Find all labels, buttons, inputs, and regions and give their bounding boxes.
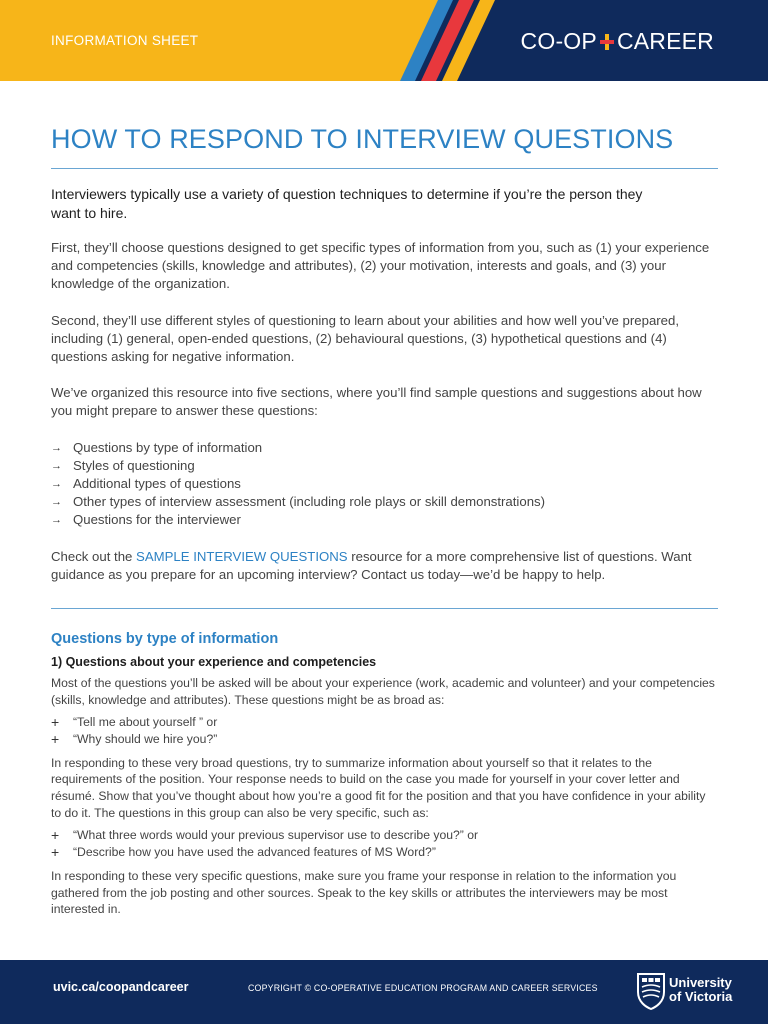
main-content <box>51 122 719 918</box>
paragraph-organized: We’ve organized this resource into five sections, where you’ll find sample questions and suggestions about how you might prepare to answer these questions: <box>51 385 702 419</box>
title-divider <box>51 168 718 169</box>
university-name: University of Victoria <box>669 975 733 1004</box>
list-item: + “What three words would your previous supervisor use to describe you?” or <box>51 826 479 843</box>
lead-paragraph: Interviewers typically use a variety of question techniques to determine if you’re the person they want to hire. <box>51 186 643 221</box>
section-title: Questions by type of information <box>51 631 279 648</box>
paragraph-check-out: Check out the SAMPLE INTERVIEW QUESTIONS resource for a more comprehensive list of questions. Want guidance as you prepare for an upcoming interview? Contact us today—we’d be happy to help. <box>51 548 692 582</box>
list-item: → Styles of questioning <box>51 457 719 475</box>
arrow-icon: → <box>51 514 62 527</box>
specific-questions-list <box>51 827 719 861</box>
list-item: → Questions by type of information <box>51 439 719 457</box>
section-divider <box>51 608 718 609</box>
university-crest-icon <box>636 972 666 1010</box>
specific-response-paragraph: In responding to these very specific questions, make sure you frame your response in relation to the information you gathered from the job posting and other sources. Speak to the key skills or attributes the interviewers may be most interested in. <box>51 868 677 917</box>
page-title: HOW TO RESPOND TO INTERVIEW QUESTIONS <box>51 124 674 154</box>
arrow-icon: → <box>51 496 62 509</box>
list-item: → Other types of interview assessment (including role plays or skill demonstrations) <box>51 493 719 511</box>
list-item: + “Tell me about yourself ” or <box>51 713 218 730</box>
footer-copyright: COPYRIGHT © CO-OPERATIVE EDUCATION PROGRAM AND CAREER SERVICES <box>248 983 598 993</box>
sheet-label: INFORMATION SHEET <box>51 33 199 48</box>
paragraph-first: First, they’ll choose questions designed to get specific types of information from you, such as (1) your experience and competencies (skills, knowledge and attributes), (2) your motivation, interests and goals, and (3) your knowledge of the organization. <box>51 240 710 292</box>
plus-bullet-icon: + <box>51 826 60 843</box>
plus-bullet-icon: + <box>51 730 60 747</box>
section-list <box>51 439 719 530</box>
footer-website-link[interactable]: uvic.ca/coopandcareer <box>53 980 189 994</box>
list-item: → Additional types of questions <box>51 475 719 493</box>
arrow-icon: → <box>51 459 62 472</box>
list-item: + “Describe how you have used the advanced features of MS Word?” <box>51 843 436 860</box>
broad-response-paragraph: In responding to these very broad questions, try to summarize information about yourself so that it relates to the requirements of the position. Your response needs to build on the case you made for yourself in your cover letter and résumé. Show that you’ve thought about how you’re a good fit for the position and that you have confidence in your ability to do it. The questions in this group can also be very specific, such as: <box>51 755 706 821</box>
brand-left-text: CO-OP <box>520 28 597 54</box>
arrow-icon: → <box>51 441 62 454</box>
subsection-title: 1) Questions about your experience and competencies <box>51 655 377 670</box>
list-item: + “Why should we hire you?” <box>51 730 218 747</box>
footer <box>0 960 768 1024</box>
plus-bullet-icon: + <box>51 713 60 730</box>
broad-questions-list <box>51 714 719 748</box>
sample-questions-link[interactable]: SAMPLE INTERVIEW QUESTIONS <box>136 548 348 564</box>
header-banner <box>0 0 768 81</box>
paragraph-second: Second, they’ll use different styles of questioning to learn about your abilities and how well you’ve prepared, including (1) general, open-ended questions, (2) behavioural questions, (3) hypothetical questions and (4) questions asking for negative information. <box>51 312 680 365</box>
list-item: → Questions for the interviewer <box>51 511 719 529</box>
brand-right-text: CAREER <box>616 28 714 54</box>
experience-intro: Most of the questions you’ll be asked will be about your experience (work, academic and volunteer) and your competencies (skills, knowledge and attributes). These questions might be as broad as: <box>51 676 715 707</box>
arrow-icon: → <box>51 478 62 491</box>
brand-logo <box>521 28 714 55</box>
plus-bullet-icon: + <box>51 843 60 860</box>
plus-icon <box>600 34 614 50</box>
